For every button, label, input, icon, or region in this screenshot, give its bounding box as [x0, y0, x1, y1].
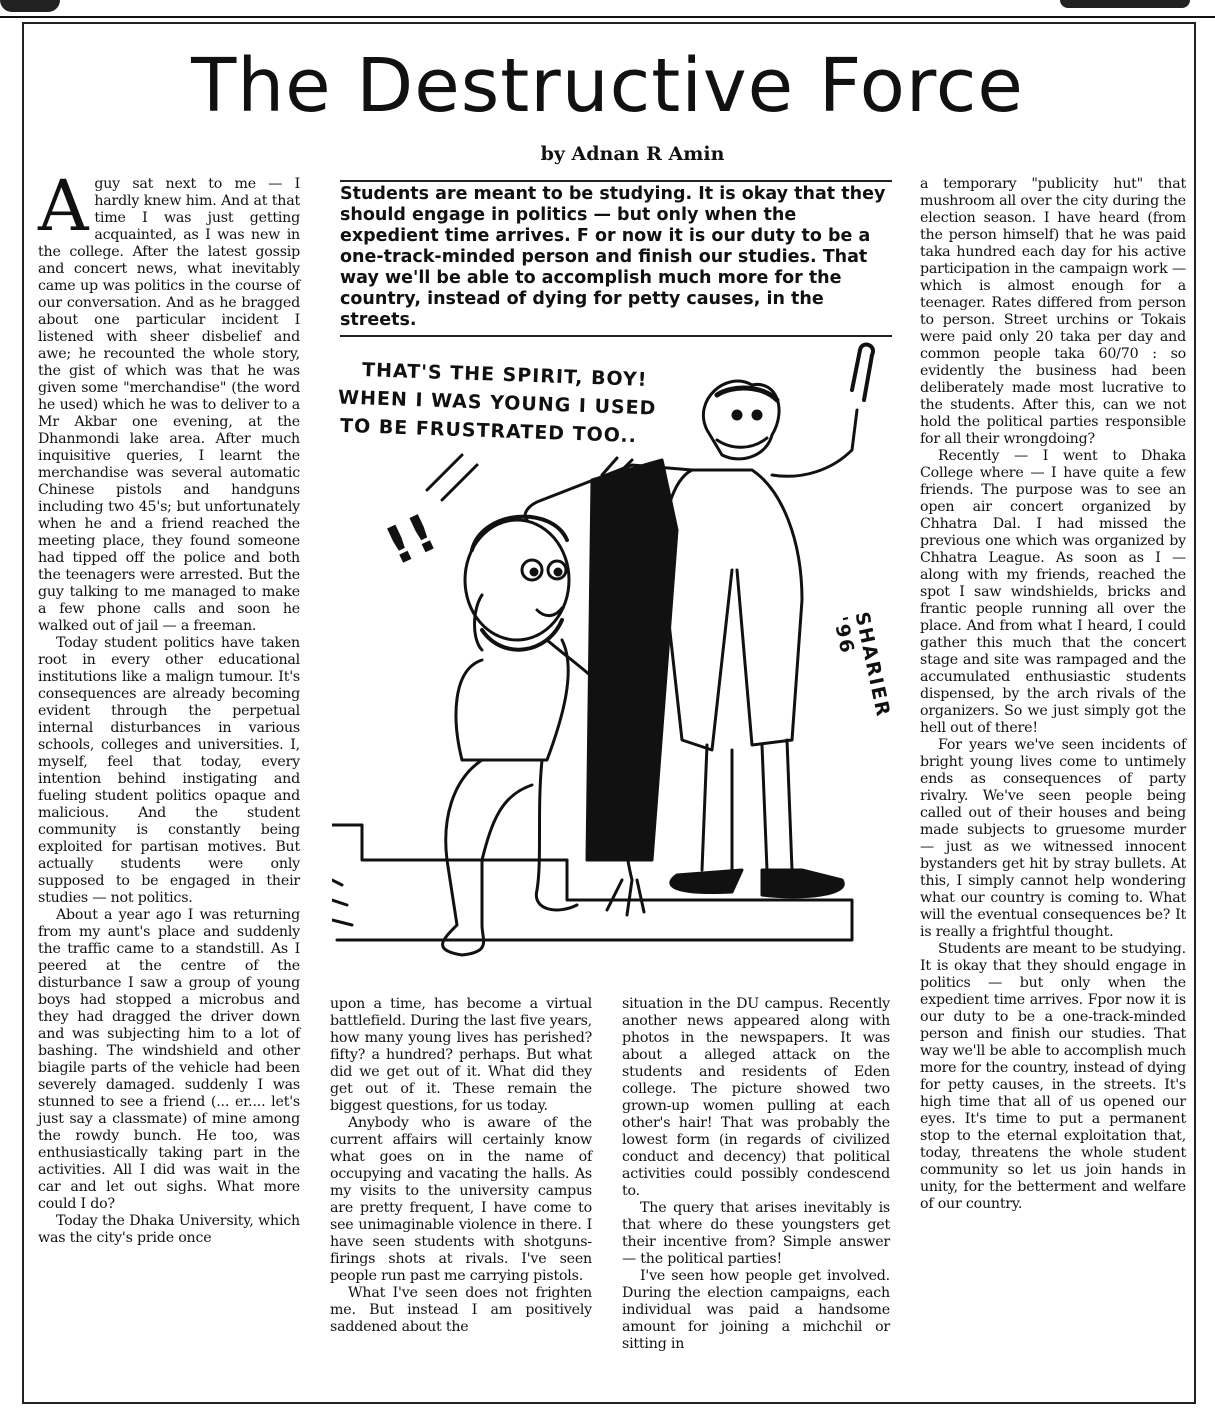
drop-cap: A [38, 165, 89, 247]
article-column-2 [330, 996, 592, 1391]
cartoon-illustration [332, 340, 902, 985]
paragraph: The query that arises inevitably is that where do these youngsters get their incentive from? Simple answer — the political parties! [622, 1200, 890, 1267]
article-column-3 [622, 996, 890, 1391]
paragraph: Today student politics have taken root in every other educational institutions like a malign tumour. It's consequences are already becoming evident through the perpetual internal disturbances in various schools, colleges and universities. I, myself, feel that today, every intention behind instigating and fueling student politics opaque and malicious. And the student community is constantly being exploited for partisan motives. But actually students were only supposed to be engaged in their studies — not politics. [38, 635, 300, 906]
paragraph: situation in the DU campus. Recently another news appeared along with photos in the newspapers. It was about a alleged attack on the students and residents of Eden college. The picture showed two grown-up women pulling at each other's hair! That was probably the lowest form (in regards of civilized conduct and decency) that political activities could possibly condescend to. [622, 996, 890, 1199]
paragraph: Today the Dhaka University, which was the city's pride once [38, 1213, 300, 1246]
speech-line: TO BE FRUSTRATED TOO.. [339, 414, 638, 448]
decorative-ornament-left [0, 0, 60, 12]
article-byline: by Adnan R Amin [540, 143, 725, 165]
paragraph: About a year ago I was returning from my aunt's place and suddenly the traffic came to a standstill. As I peered at the centre of the disturbance I saw a group of young boys had stopped a microbus and they had dragged the driver down and was subjecting him to a lot of bashing. The windshield and other biagile parts of the vehicle had been severely damaged. suddenly I was stunned to see a friend (... er.... let's just say a classmate) of mine among the rowdy bunch. He too, was enthusiastically taking part in the activities. All I did was wait in the car and let out sighs. What more could I do? [38, 907, 300, 1212]
article-title: The Destructive Force [191, 43, 1024, 129]
page-top-border [0, 0, 1215, 18]
pull-quote: Students are meant to be studying. It is okay that they should engage in politics — but only when the expedient time arrives. F or now it is our duty to be a one-track-minded person and finish our studies. That way we'll be able to accomplish much more for the country, instead of dying for petty causes, in the streets. [340, 180, 892, 337]
paragraph: upon a time, has become a virtual battlefield. During the last five years, how many young lives has perished? fifty? a hundred? perhaps. But what did we get out of it. What did they get out of it. These remain the biggest questions, for us today. [330, 996, 592, 1114]
paragraph: Students are meant to be studying. It is okay that they should engage in politics — but only when the expedient time arrives. Fpor now it is our duty to be a one-track-minded person and finish our studies. That way we'll be able to accomplish much more for the country, instead of dying for petty causes, in the streets. It's high time that all of us opened our eyes. It's time to put a permanent stop to the eternal exploitation that, today, threatens the whole student community so let us join hands in unity, for the betterment and welfare of our country. [920, 941, 1186, 1212]
artist-signature: SHARIER '96 [828, 610, 895, 720]
paragraph: Recently — I went to Dhaka College where — I have quite a few friends. The purpose was to see an open air concert organized by Chhatra Dal. I had missed the previous one which was organized by Chhatra League. As soon as I — along with my friends, reached the spot I saw windshields, bricks and frantic people running all over the place. And from what I heard, I could gather this much that the concert stage and site was rampaged and the accumulated enthusiastic students dispensed, by the arch rivals of the organizers. So we just simply got the hell out of there! [920, 448, 1186, 736]
exclamation-marks: !! [376, 502, 447, 578]
article-column-1 [38, 165, 300, 1391]
paragraph: Anybody who is aware of the current affairs will certainly know what goes on in the name of occupying and vacating the halls. As my visits to the university campus are pretty frequent, I have come to see unimaginable violence in there. I have seen students with shotguns-firings shots at rivals. I've seen people run past me carrying pistols. [330, 1115, 592, 1284]
paragraph: What I've seen does not frighten me. But instead I am positively saddened about the [330, 1285, 592, 1335]
article-column-4 [920, 176, 1186, 1391]
speech-line: THAT'S THE SPIRIT, BOY! [361, 359, 648, 391]
paragraph: a temporary "publicity hut" that mushroom all over the city during the election season. I have heard (from the person himself) that he was paid taka hundred each day for his active participation in the campaign work — which is almost enough for a teenager. Rates differed from person to person. Street urchins or Tokais were paid only 20 taka per day and common people taka 60/70 : so evidently the business had been deliberately made most lucrative to the students. After this, can we not hold the political parties responsible for all their wrongdoing? [920, 176, 1186, 447]
paragraph: Aguy sat next to me — I hardly knew him. And at that time I was just getting acquainted, as I was new in the college. After the latest gossip and concert news, what inevitably came up was politics in the course of our conversation. And as he bragged about one particular incident I listened with sheer disbelief and awe; he recounted the whole story, the gist of which was that he was given some "merchandise" (the word he used) which he was to deliver to a Mr Akbar one evening, at the Dhanmondi lake area. After much inquisitive queries, I learnt the merchandise was several automatic Chinese pistols and handguns including two 45's; but unfortunately when he and a friend reached the meeting place, they found someone had tipped off the police and both the teenagers were arrested. But the guy talking to me managed to make a few phone calls and soon he walked out of jail — a freeman. [38, 165, 300, 634]
decorative-ornament-right [1060, 0, 1190, 8]
paragraph: For years we've seen incidents of bright young lives come to untimely ends as consequences of party rivalry. We've seen people being called out of their houses and being made subjects to gruesome murder — just as we witnessed innocent bystanders get hit by stray bullets. At this, I simply cannot help wondering what our country is coming to. What will the eventual consequences be? It is really a frightful thought. [920, 737, 1186, 940]
speech-line: WHEN I WAS YOUNG I USED [337, 386, 657, 420]
paragraph: I've seen how people get involved. During the election campaigns, each individual was paid a handsome amount for joining a michchil or sitting in [622, 1268, 890, 1352]
